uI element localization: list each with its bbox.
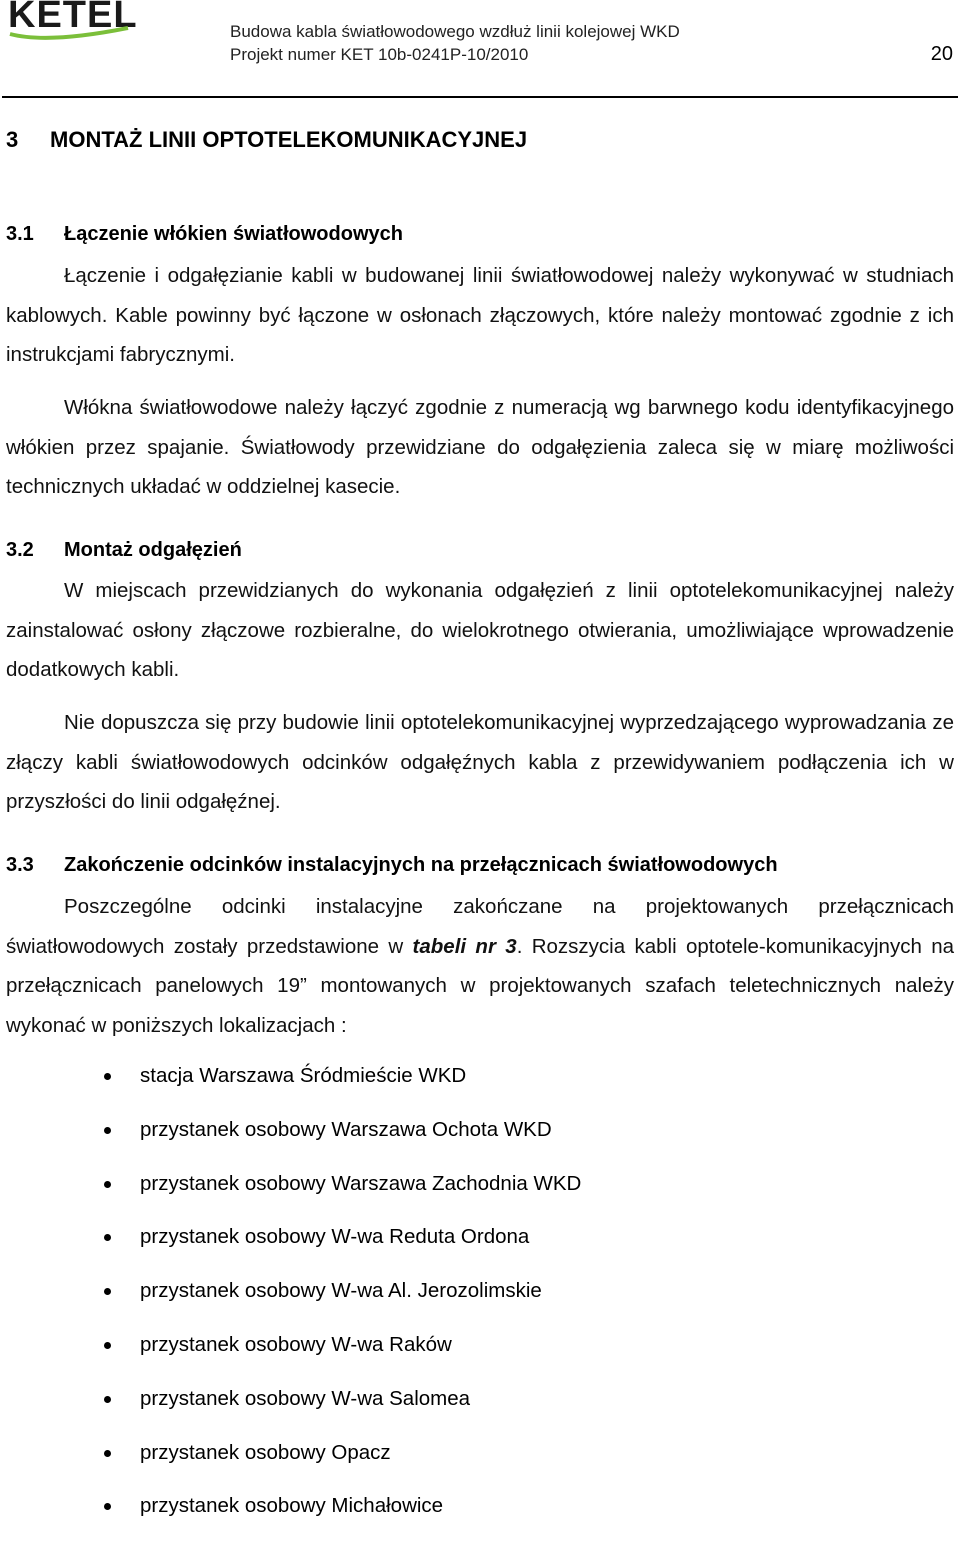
paragraph bbox=[6, 887, 954, 1045]
subsection-heading-3-3 bbox=[6, 854, 778, 877]
company-logo bbox=[8, 0, 138, 44]
paragraph: Włókna światłowodowe należy łączyć zgodnie z numeracją wg barwnego kodu identyfikacyjnego włókien przez spajanie. Światłowody przewidziane do odgałęzienia zaleca się w miarę możliwości technicznych układać w oddzielnej kasecie. bbox=[6, 396, 954, 499]
list-item-text: przystanek osobowy W-wa Raków bbox=[140, 1332, 452, 1356]
header-divider bbox=[2, 96, 958, 98]
bullet-icon bbox=[104, 1073, 111, 1080]
subsection-number: 3.1 bbox=[6, 223, 34, 245]
header-project-number: Projekt numer KET 10b-0241P-10/2010 bbox=[230, 45, 529, 64]
paragraph-text: Poszczególne odcinki instalacyjne zakończane na projektowanych przełącznicach światłowodowych zostały przedstawione w bbox=[6, 895, 954, 958]
list-item-text: przystanek osobowy Michałowice bbox=[140, 1494, 444, 1518]
subsection-title: Montaż odgałęzień bbox=[64, 539, 242, 561]
subsection-heading-3-1 bbox=[6, 223, 403, 246]
subsection-title: Łączenie włókien światłowodowych bbox=[64, 223, 403, 245]
bullet-icon bbox=[104, 1127, 111, 1134]
subsection-number: 3.2 bbox=[6, 539, 34, 561]
paragraph: Nie dopuszcza się przy budowie linii optotelekomunikacyjnej wyprzedzającego wyprowadzania ze złączy kabli światłowodowych odcinków odgałęźnych kabla z przewidywaniem podłączenia ich w przyszłości do linii odgałęźnej. bbox=[6, 711, 954, 814]
list-item-text: przystanek osobowy W-wa Salomea bbox=[140, 1386, 471, 1410]
header-title: Budowa kabla światłowodowego wzdłuż linii kolejowej WKD bbox=[230, 22, 680, 41]
paragraph: Łączenie i odgałęzianie kabli w budowanej linii światłowodowej należy wykonywać w studniach kablowych. Kable powinny być łączone w osłonach złączowych, które należy montować zgodnie z ich instrukcjami fabrycznymi. bbox=[6, 264, 954, 367]
subsection-number: 3.3 bbox=[6, 854, 34, 876]
list-item-text: przystanek osobowy Warszawa Ochota WKD bbox=[140, 1117, 552, 1141]
logo-swoosh-icon bbox=[8, 26, 130, 42]
section-heading-3 bbox=[6, 127, 527, 153]
list-item-text: przystanek osobowy W-wa Reduta Ordona bbox=[140, 1225, 530, 1249]
bullet-icon bbox=[104, 1342, 111, 1349]
page-number: 20 bbox=[930, 43, 953, 65]
subsection-heading-3-2 bbox=[6, 539, 242, 562]
page-header bbox=[0, 0, 960, 100]
logo-text: KETEL bbox=[8, 0, 138, 36]
section-title: MONTAŻ LINII OPTOTELEKOMUNIKACYJNEJ bbox=[50, 127, 528, 152]
list-item-text: przystanek osobowy Warszawa Zachodnia WKD bbox=[140, 1171, 582, 1195]
paragraph: W miejscach przewidzianych do wykonania odgałęzień z linii optotelekomunikacyjnej należy zainstalować osłony złączowe rozbieralne, do wielokrotnego otwierania, umożliwiające wprowadzenie dodatkowych kabli. bbox=[6, 579, 954, 682]
bullet-icon bbox=[104, 1503, 111, 1510]
bullet-icon bbox=[104, 1234, 111, 1241]
bullet-icon bbox=[104, 1288, 111, 1295]
bullet-icon bbox=[104, 1396, 111, 1403]
table-reference: tabeli nr 3 bbox=[412, 934, 517, 958]
paragraph-text: . Rozszycia kabli optotele-komunikacyjnych na przełącznicach panelowych 19” montowanych w projektowanych szafach teletechnicznych należy wykonać w poniższych lokalizacjach : bbox=[6, 934, 954, 1037]
section-number: 3 bbox=[6, 127, 19, 152]
bullet-icon bbox=[104, 1450, 111, 1457]
list-item-text: stacja Warszawa Śródmieście WKD bbox=[140, 1064, 467, 1087]
list-item-text: przystanek osobowy Opacz bbox=[140, 1440, 391, 1464]
subsection-title: Zakończenie odcinków instalacyjnych na przełącznicach światłowodowych bbox=[64, 854, 778, 876]
list-item-text: przystanek osobowy W-wa Al. Jerozolimskie bbox=[140, 1279, 542, 1303]
bullet-icon bbox=[104, 1181, 111, 1188]
